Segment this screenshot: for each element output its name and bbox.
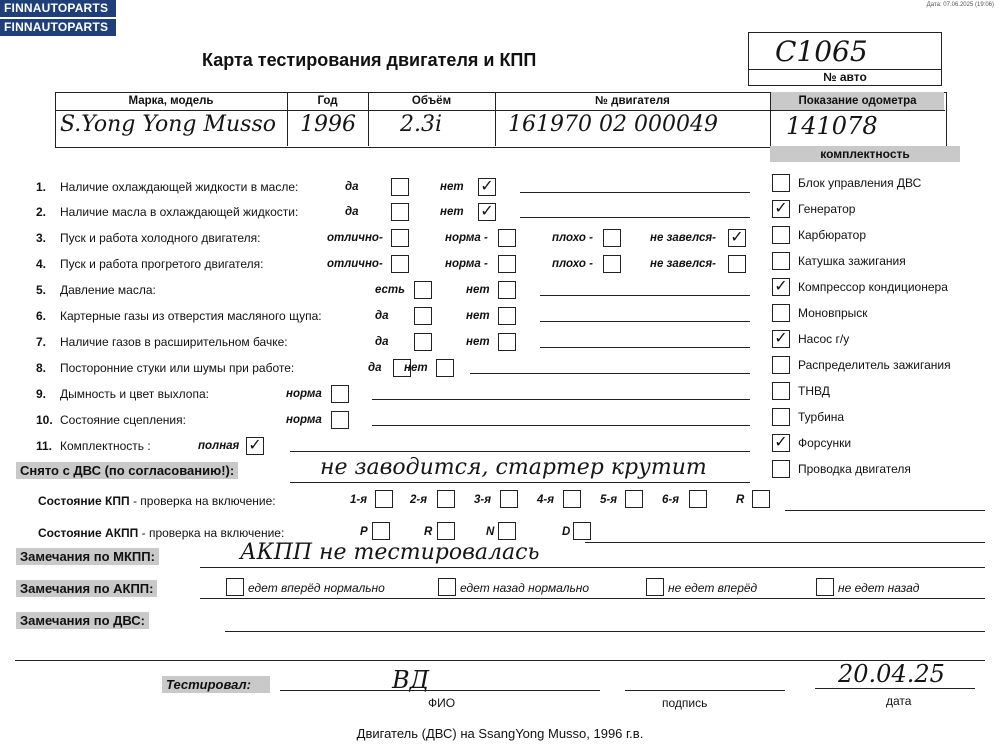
option-checkbox[interactable]	[728, 255, 746, 273]
option-checkbox[interactable]	[498, 281, 516, 299]
gear-label: R	[736, 494, 745, 506]
header-brand: Марка, модель	[128, 95, 214, 107]
kit-checkbox[interactable]: ✓	[772, 434, 790, 452]
option-label: плохо -	[552, 232, 593, 244]
option-checkbox[interactable]: ✓	[478, 203, 496, 221]
gear-label: 6-я	[662, 494, 679, 506]
option-checkbox[interactable]	[603, 229, 621, 247]
kit-item-label: Карбюратор	[798, 228, 867, 242]
gear-label: 3-я	[474, 494, 491, 506]
kit-item-label: Распределитель зажигания	[798, 358, 951, 372]
option-checkbox[interactable]	[414, 333, 432, 351]
volume-value: 2.3i	[400, 112, 443, 137]
kit-title: комплектность	[770, 146, 960, 162]
sign-line	[625, 690, 785, 691]
item-label: Состояние сцепления:	[60, 413, 186, 427]
option-checkbox[interactable]	[498, 229, 516, 247]
akpp-option-checkbox[interactable]	[438, 578, 456, 596]
kpp-label	[38, 494, 276, 508]
item-number: 6.	[36, 309, 47, 323]
kit-checkbox[interactable]: ✓	[772, 278, 790, 296]
answer-line	[372, 425, 750, 426]
answer-line	[372, 399, 750, 400]
item-number: 8.	[36, 361, 47, 375]
option-checkbox[interactable]	[498, 255, 516, 273]
gear-checkbox[interactable]	[689, 490, 707, 508]
item-label: Давление масла:	[60, 283, 156, 297]
akpp-label	[38, 526, 284, 540]
kit-checkbox[interactable]: ✓	[772, 200, 790, 218]
option-label: отлично-	[327, 232, 383, 244]
kit-item-label: Насос г/у	[798, 332, 850, 346]
engine-no-value: 161970 02 000049	[508, 112, 718, 137]
akpp-title: Состояние АКПП	[38, 526, 139, 540]
mkpp-notes-line	[200, 567, 985, 568]
akpp-notes-line	[200, 598, 985, 599]
option-label: да	[375, 336, 389, 348]
akpp-suffix: - проверка на включение:	[138, 526, 285, 540]
akpp-option-checkbox[interactable]	[226, 578, 244, 596]
fio-line	[280, 690, 600, 691]
kit-item-label: Форсунки	[798, 436, 852, 450]
gear-checkbox[interactable]	[752, 490, 770, 508]
akpp-option-label: едет вперёд нормально	[248, 581, 385, 595]
kpp-line	[785, 510, 985, 511]
akpp-gear-label: R	[424, 526, 433, 538]
kit-item-label: Компрессор кондиционера	[798, 280, 948, 294]
option-checkbox[interactable]	[391, 229, 409, 247]
kit-checkbox[interactable]	[772, 382, 790, 400]
option-checkbox[interactable]	[391, 255, 409, 273]
header-odometer: Показание одометра	[771, 92, 944, 110]
akpp-option-checkbox[interactable]	[646, 578, 664, 596]
header-volume: Объём	[411, 95, 452, 107]
akpp-gear-label: N	[486, 526, 495, 538]
item-label: Пуск и работа холодного двигателя:	[60, 231, 261, 245]
option-checkbox[interactable]	[331, 385, 349, 403]
option-checkbox[interactable]	[498, 333, 516, 351]
option-label: нет	[404, 362, 428, 374]
year-value: 1996	[300, 112, 356, 137]
option-label: не завелся-	[650, 258, 716, 270]
option-label: есть	[375, 284, 405, 296]
option-label: нет	[466, 310, 490, 322]
item-label: Пуск и работа прогретого двигателя:	[60, 257, 264, 271]
car-number-value: C1065	[775, 35, 868, 68]
fio-label: ФИО	[428, 696, 456, 710]
option-label: да	[368, 362, 382, 374]
akpp-option-label: не едет вперёд	[668, 581, 758, 595]
kit-checkbox[interactable]: ✓	[772, 330, 790, 348]
option-checkbox[interactable]	[414, 307, 432, 325]
mkpp-notes-value: АКПП не тестировалась	[240, 540, 540, 565]
gear-label: 4-я	[537, 494, 554, 506]
item-number: 5.	[36, 283, 47, 297]
date-label: дата	[886, 694, 912, 708]
kit-item-label: ТНВД	[798, 384, 830, 398]
akpp-gear-label: P	[360, 526, 368, 538]
kit-item-label: Проводка двигателя	[798, 462, 911, 476]
header-year: Год	[317, 95, 338, 107]
print-date: Дата: 07.06.2025 (19:06)	[926, 2, 994, 8]
dvs-notes-line	[225, 631, 985, 632]
page-title: Карта тестирования двигателя и КПП	[202, 50, 537, 70]
option-label: полная	[198, 440, 240, 452]
watermark-logo-2: FINNAUTOPARTS	[0, 19, 116, 36]
option-checkbox[interactable]: ✓	[478, 178, 496, 196]
akpp-line	[585, 542, 985, 543]
item-number: 3.	[36, 231, 47, 245]
akpp-gear-checkbox[interactable]	[372, 522, 390, 540]
kit-item-label: Генератор	[798, 202, 856, 216]
option-checkbox[interactable]	[331, 411, 349, 429]
akpp-option-checkbox[interactable]	[816, 578, 834, 596]
option-label: нет	[466, 336, 490, 348]
kit-item-label: Катушка зажигания	[798, 254, 906, 268]
gear-checkbox[interactable]	[437, 490, 455, 508]
option-label: нет	[466, 284, 490, 296]
item-label: Наличие газов в расширительном бачке:	[60, 335, 288, 349]
option-label: норма	[286, 414, 322, 426]
kit-checkbox[interactable]	[772, 304, 790, 322]
item-number: 10.	[36, 413, 53, 427]
answer-line	[540, 347, 750, 348]
header-engine-no: № двигателя	[595, 95, 670, 107]
option-label: да	[345, 206, 359, 218]
removed-line	[290, 482, 750, 483]
gear-checkbox[interactable]	[625, 490, 643, 508]
gear-label: 2-я	[410, 494, 427, 506]
brand-value: S.Yong Yong Musso	[60, 112, 277, 137]
kit-checkbox[interactable]	[772, 408, 790, 426]
option-label: да	[345, 181, 359, 193]
answer-line	[520, 192, 750, 193]
date-line	[815, 688, 975, 689]
item-label: Наличие охлаждающей жидкости в масле:	[60, 180, 299, 194]
option-checkbox[interactable]	[436, 359, 454, 377]
item-label: Картерные газы из отверстия масляного щупа:	[60, 309, 322, 323]
akpp-gear-checkbox[interactable]	[498, 522, 516, 540]
item-label: Посторонние стуки или шумы при работе:	[60, 361, 295, 375]
option-label: нет	[440, 181, 464, 193]
option-checkbox[interactable]: ✓	[728, 229, 746, 247]
mkpp-notes-label: Замечания по МКПП:	[16, 548, 159, 565]
gear-label: 1-я	[350, 494, 367, 506]
item-number: 11.	[36, 439, 53, 453]
option-checkbox[interactable]: ✓	[246, 437, 264, 455]
image-caption: Двигатель (ДВС) на SsangYong Musso, 1996 г.в.	[356, 726, 644, 741]
tested-label: Тестировал:	[162, 676, 270, 693]
kpp-title: Состояние КПП	[38, 494, 130, 508]
akpp-gear-label: D	[562, 526, 571, 538]
item-label: Наличие масла в охлаждающей жидкости:	[60, 205, 299, 219]
akpp-gear-checkbox[interactable]	[437, 522, 455, 540]
removed-label: Снято с ДВС (по согласованию!):	[16, 462, 238, 479]
answer-line	[520, 217, 750, 218]
kit-checkbox[interactable]	[772, 226, 790, 244]
kit-checkbox[interactable]	[772, 252, 790, 270]
answer-line	[540, 295, 750, 296]
tested-value: ВД	[392, 666, 430, 694]
akpp-option-label: едет назад нормально	[460, 581, 590, 595]
option-checkbox[interactable]	[391, 178, 409, 196]
item-number: 4.	[36, 257, 47, 271]
kit-checkbox[interactable]	[772, 174, 790, 192]
watermark-logo: FINNAUTOPARTS	[0, 0, 116, 17]
option-label: плохо -	[552, 258, 593, 270]
option-label: норма -	[445, 258, 488, 270]
date-value: 20.04.25	[838, 660, 945, 688]
answer-line	[470, 373, 750, 374]
removed-value: не заводится, стартер крутит	[320, 455, 707, 480]
odometer-value: 141078	[786, 112, 878, 140]
kit-item-label: Блок управления ДВС	[798, 176, 922, 190]
option-label: нет	[440, 206, 464, 218]
akpp-option-label: не едет назад	[838, 581, 920, 595]
akpp-gear-checkbox[interactable]	[573, 522, 591, 540]
option-label: норма	[286, 388, 322, 400]
item-label: Дымность и цвет выхлопа:	[60, 387, 209, 401]
option-checkbox[interactable]	[603, 255, 621, 273]
answer-line	[290, 451, 750, 452]
option-checkbox[interactable]	[414, 281, 432, 299]
item-number: 1.	[36, 180, 47, 194]
option-label: отлично-	[327, 258, 383, 270]
kit-checkbox[interactable]	[772, 356, 790, 374]
item-number: 7.	[36, 335, 47, 349]
option-label: да	[375, 310, 389, 322]
gear-label: 5-я	[600, 494, 617, 506]
item-number: 2.	[36, 205, 47, 219]
kpp-suffix: - проверка на включение:	[129, 494, 276, 508]
kit-item-label: Турбина	[798, 410, 845, 424]
gear-checkbox[interactable]	[500, 490, 518, 508]
header-divider	[55, 110, 945, 111]
kit-item-label: Моновпрыск	[798, 306, 868, 320]
gear-checkbox[interactable]	[375, 490, 393, 508]
option-label: норма -	[445, 232, 488, 244]
kit-checkbox[interactable]	[772, 460, 790, 478]
sign-label: подпись	[662, 696, 708, 710]
car-number-box	[748, 32, 942, 86]
option-label: не завелся-	[650, 232, 716, 244]
item-number: 9.	[36, 387, 47, 401]
item-label: Комплектность :	[60, 439, 151, 453]
gear-checkbox[interactable]	[563, 490, 581, 508]
option-checkbox[interactable]	[498, 307, 516, 325]
option-checkbox[interactable]	[391, 203, 409, 221]
car-number-label: № авто	[749, 69, 941, 84]
akpp-notes-label: Замечания по АКПП:	[16, 580, 157, 597]
answer-line	[540, 321, 750, 322]
dvs-notes-label: Замечания по ДВС:	[16, 612, 149, 629]
